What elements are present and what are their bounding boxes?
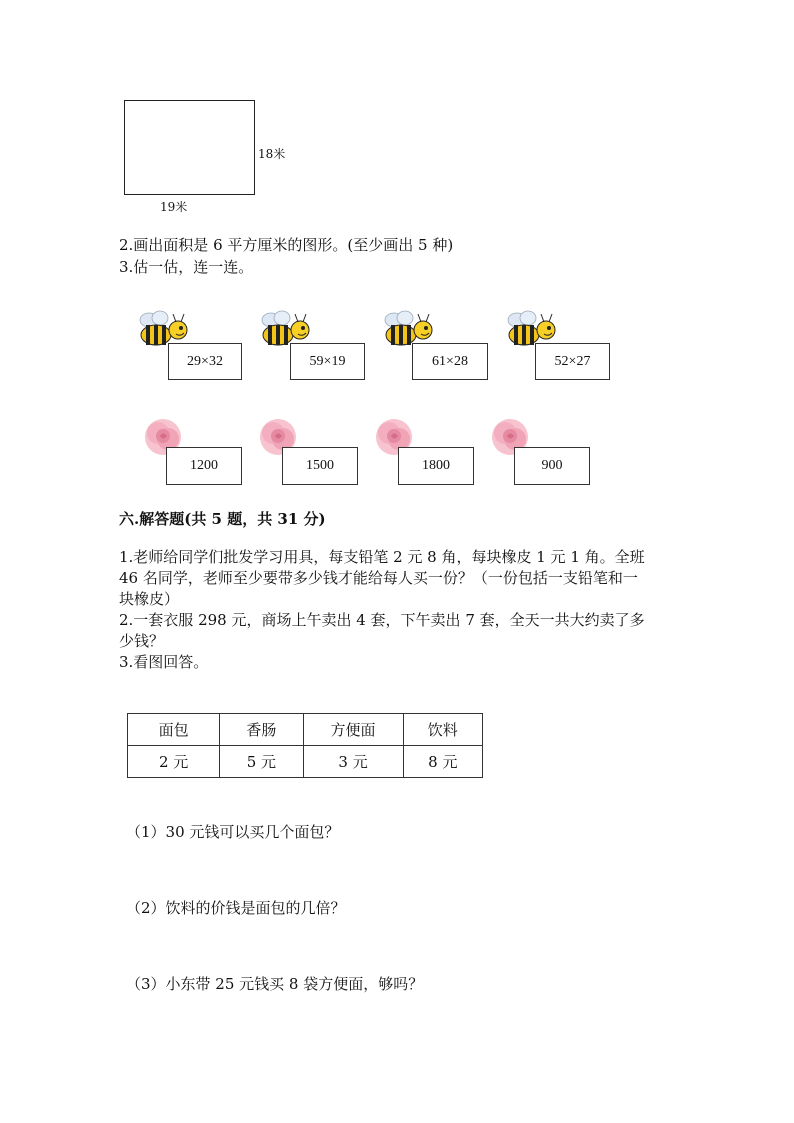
rose-box-3[interactable]: 1800 xyxy=(398,447,474,485)
problem-1-line-3: 块橡皮） xyxy=(119,590,180,608)
problem-2-line-1: 2.一套衣服 298 元，商场上午卖出 4 套，下午卖出 7 套，全天一共大约卖了多 xyxy=(119,611,645,629)
price-bread: 2 元 xyxy=(128,746,220,778)
width-label: 19米 xyxy=(160,200,188,214)
rectangle-figure xyxy=(124,100,255,195)
price-sausage: 5 元 xyxy=(220,746,303,778)
problem-2-line-2: 少钱？ xyxy=(119,632,165,650)
table-header-row xyxy=(128,714,483,746)
bee-box-3[interactable]: 61×28 xyxy=(412,343,488,380)
price-drink: 8 元 xyxy=(403,746,482,778)
height-label: 18米 xyxy=(258,147,286,161)
question-3: 3.估一估，连一连。 xyxy=(119,258,254,276)
sub-question-3: （3）小东带 25 元钱买 8 袋方便面，够吗？ xyxy=(126,975,424,993)
bee-box-1[interactable]: 29×32 xyxy=(168,343,242,380)
rose-box-4[interactable]: 900 xyxy=(514,447,590,485)
header-noodles: 方便面 xyxy=(303,714,403,746)
price-noodles: 3 元 xyxy=(303,746,403,778)
bee-box-4[interactable]: 52×27 xyxy=(535,343,610,380)
problem-3: 3.看图回答。 xyxy=(119,653,209,671)
problem-1-line-1: 1.老师给同学们批发学习用具，每支铅笔 2 元 8 角，每块橡皮 1 元 1 角。全班 xyxy=(119,548,645,566)
sub-question-1: （1）30 元钱可以买几个面包？ xyxy=(126,823,340,841)
price-table xyxy=(127,713,483,778)
problem-1-line-2: 46 名同学，老师至少要带多少钱才能给每人买一份？（一份包括一支铅笔和一 xyxy=(119,569,638,587)
header-drink: 饮料 xyxy=(403,714,482,746)
bee-box-2[interactable]: 59×19 xyxy=(290,343,365,380)
rose-box-2[interactable]: 1500 xyxy=(282,447,358,485)
question-2: 2.画出面积是 6 平方厘米的图形。(至少画出 5 种) xyxy=(119,236,454,254)
header-sausage: 香肠 xyxy=(220,714,303,746)
table-price-row xyxy=(128,746,483,778)
header-bread: 面包 xyxy=(128,714,220,746)
sub-question-2: （2）饮料的价钱是面包的几倍？ xyxy=(126,899,346,917)
rose-box-1[interactable]: 1200 xyxy=(166,447,242,485)
section-title: 六.解答题(共 5 题，共 31 分) xyxy=(119,510,326,528)
